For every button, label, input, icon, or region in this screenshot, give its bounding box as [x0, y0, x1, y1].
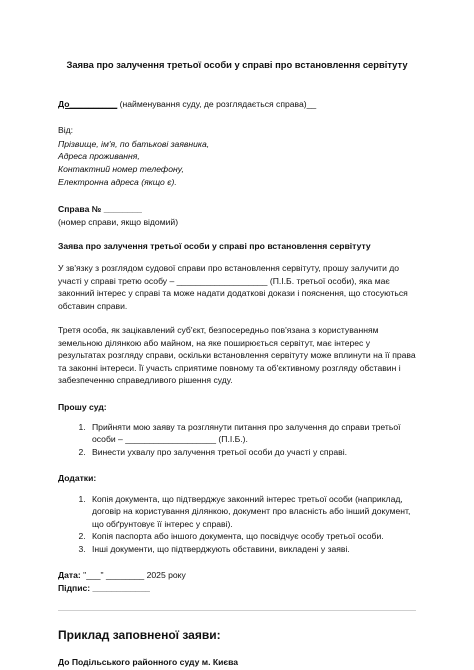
request-item-1: 1. Прийняти мою заяву та розглянути питання про залучення до справи третьої особи – ___________________ (П.І.Б.). — [88, 421, 416, 446]
attachment-item-1: 1. Копія документа, що підтверджує законний інтерес третьої особи (наприклад, договір на користування ділянкою, документ про власність або інший документ, що обґрунтовує її інтерес у справі). — [88, 493, 416, 530]
court-address-prefix: До__________ — [58, 98, 118, 109]
attachment-item-3: 3. Інші документи, що підтверджують обставини, викладені у заяві. — [88, 543, 416, 555]
example-title: Приклад заповненої заяви: — [58, 627, 221, 642]
date-line — [58, 569, 416, 581]
from-label: Від: — [58, 125, 74, 136]
request-list — [58, 421, 416, 458]
request-item-2: 2. Винести ухвалу про залучення третьої особи до участі у справі. — [88, 446, 416, 458]
signature-line: Підпис: ____________ — [58, 582, 150, 593]
date-label: Дата: — [58, 570, 81, 581]
applicant-details — [58, 138, 416, 190]
court-address-hint: (найменування суду, де розглядається справа)__ — [117, 98, 317, 109]
applicant-phone-line: Контактний номер телефону, — [58, 164, 184, 175]
date-value: "___" ________ 2025 року — [80, 570, 186, 581]
attachments-list — [58, 493, 416, 555]
attachments-heading: Додатки: — [58, 473, 97, 484]
case-number: Справа № ________ — [58, 204, 142, 215]
request-heading: Прошу суд: — [58, 401, 107, 412]
applicant-name-line: Прізвище, ім'я, по батькові заявника, — [58, 138, 210, 149]
paragraph-2: Третя особа, як зацікавлений суб'єкт, безпосередньо пов'язана з користуванням земельною ділянкою або майном, на яке поширюється сервітут, має інтерес у результатах розгляду справи, оскільки встановлення сервітуту може вплинути на її права та законні інтереси. Її участь сприятиме повному та об'єктивному розгляду обставин і забезпеченню справедливого рішення суду. — [58, 325, 416, 386]
document-title: Заява про залучення третьої особи у справі про встановлення сервітуту — [66, 59, 408, 70]
court-address-line — [58, 98, 416, 110]
attachment-item-2: 2. Копія паспорта або іншого документа, що посвідчує особу третьої особи. — [88, 530, 416, 542]
case-number-hint: (номер справи, якщо відомий) — [58, 216, 179, 227]
divider — [58, 610, 416, 611]
example-court-line: До Подільського районного суду м. Києва — [58, 657, 239, 668]
section-title: Заява про залучення третьої особи у справі про встановлення сервітуту — [58, 241, 371, 251]
paragraph-1: У зв'язку з розглядом судової справи про встановлення сервітуту, прошу залучити до участі у справі третю особу – ___________________ (П.І.Б. третьої особи), яка має законний інтерес у справі та може надати додаткові докази і пояснення, що стосуються обставин справи. — [58, 263, 408, 311]
applicant-address-line: Адреса проживання, — [58, 151, 140, 162]
applicant-email-line: Електронна адреса (якщо є). — [58, 177, 177, 188]
